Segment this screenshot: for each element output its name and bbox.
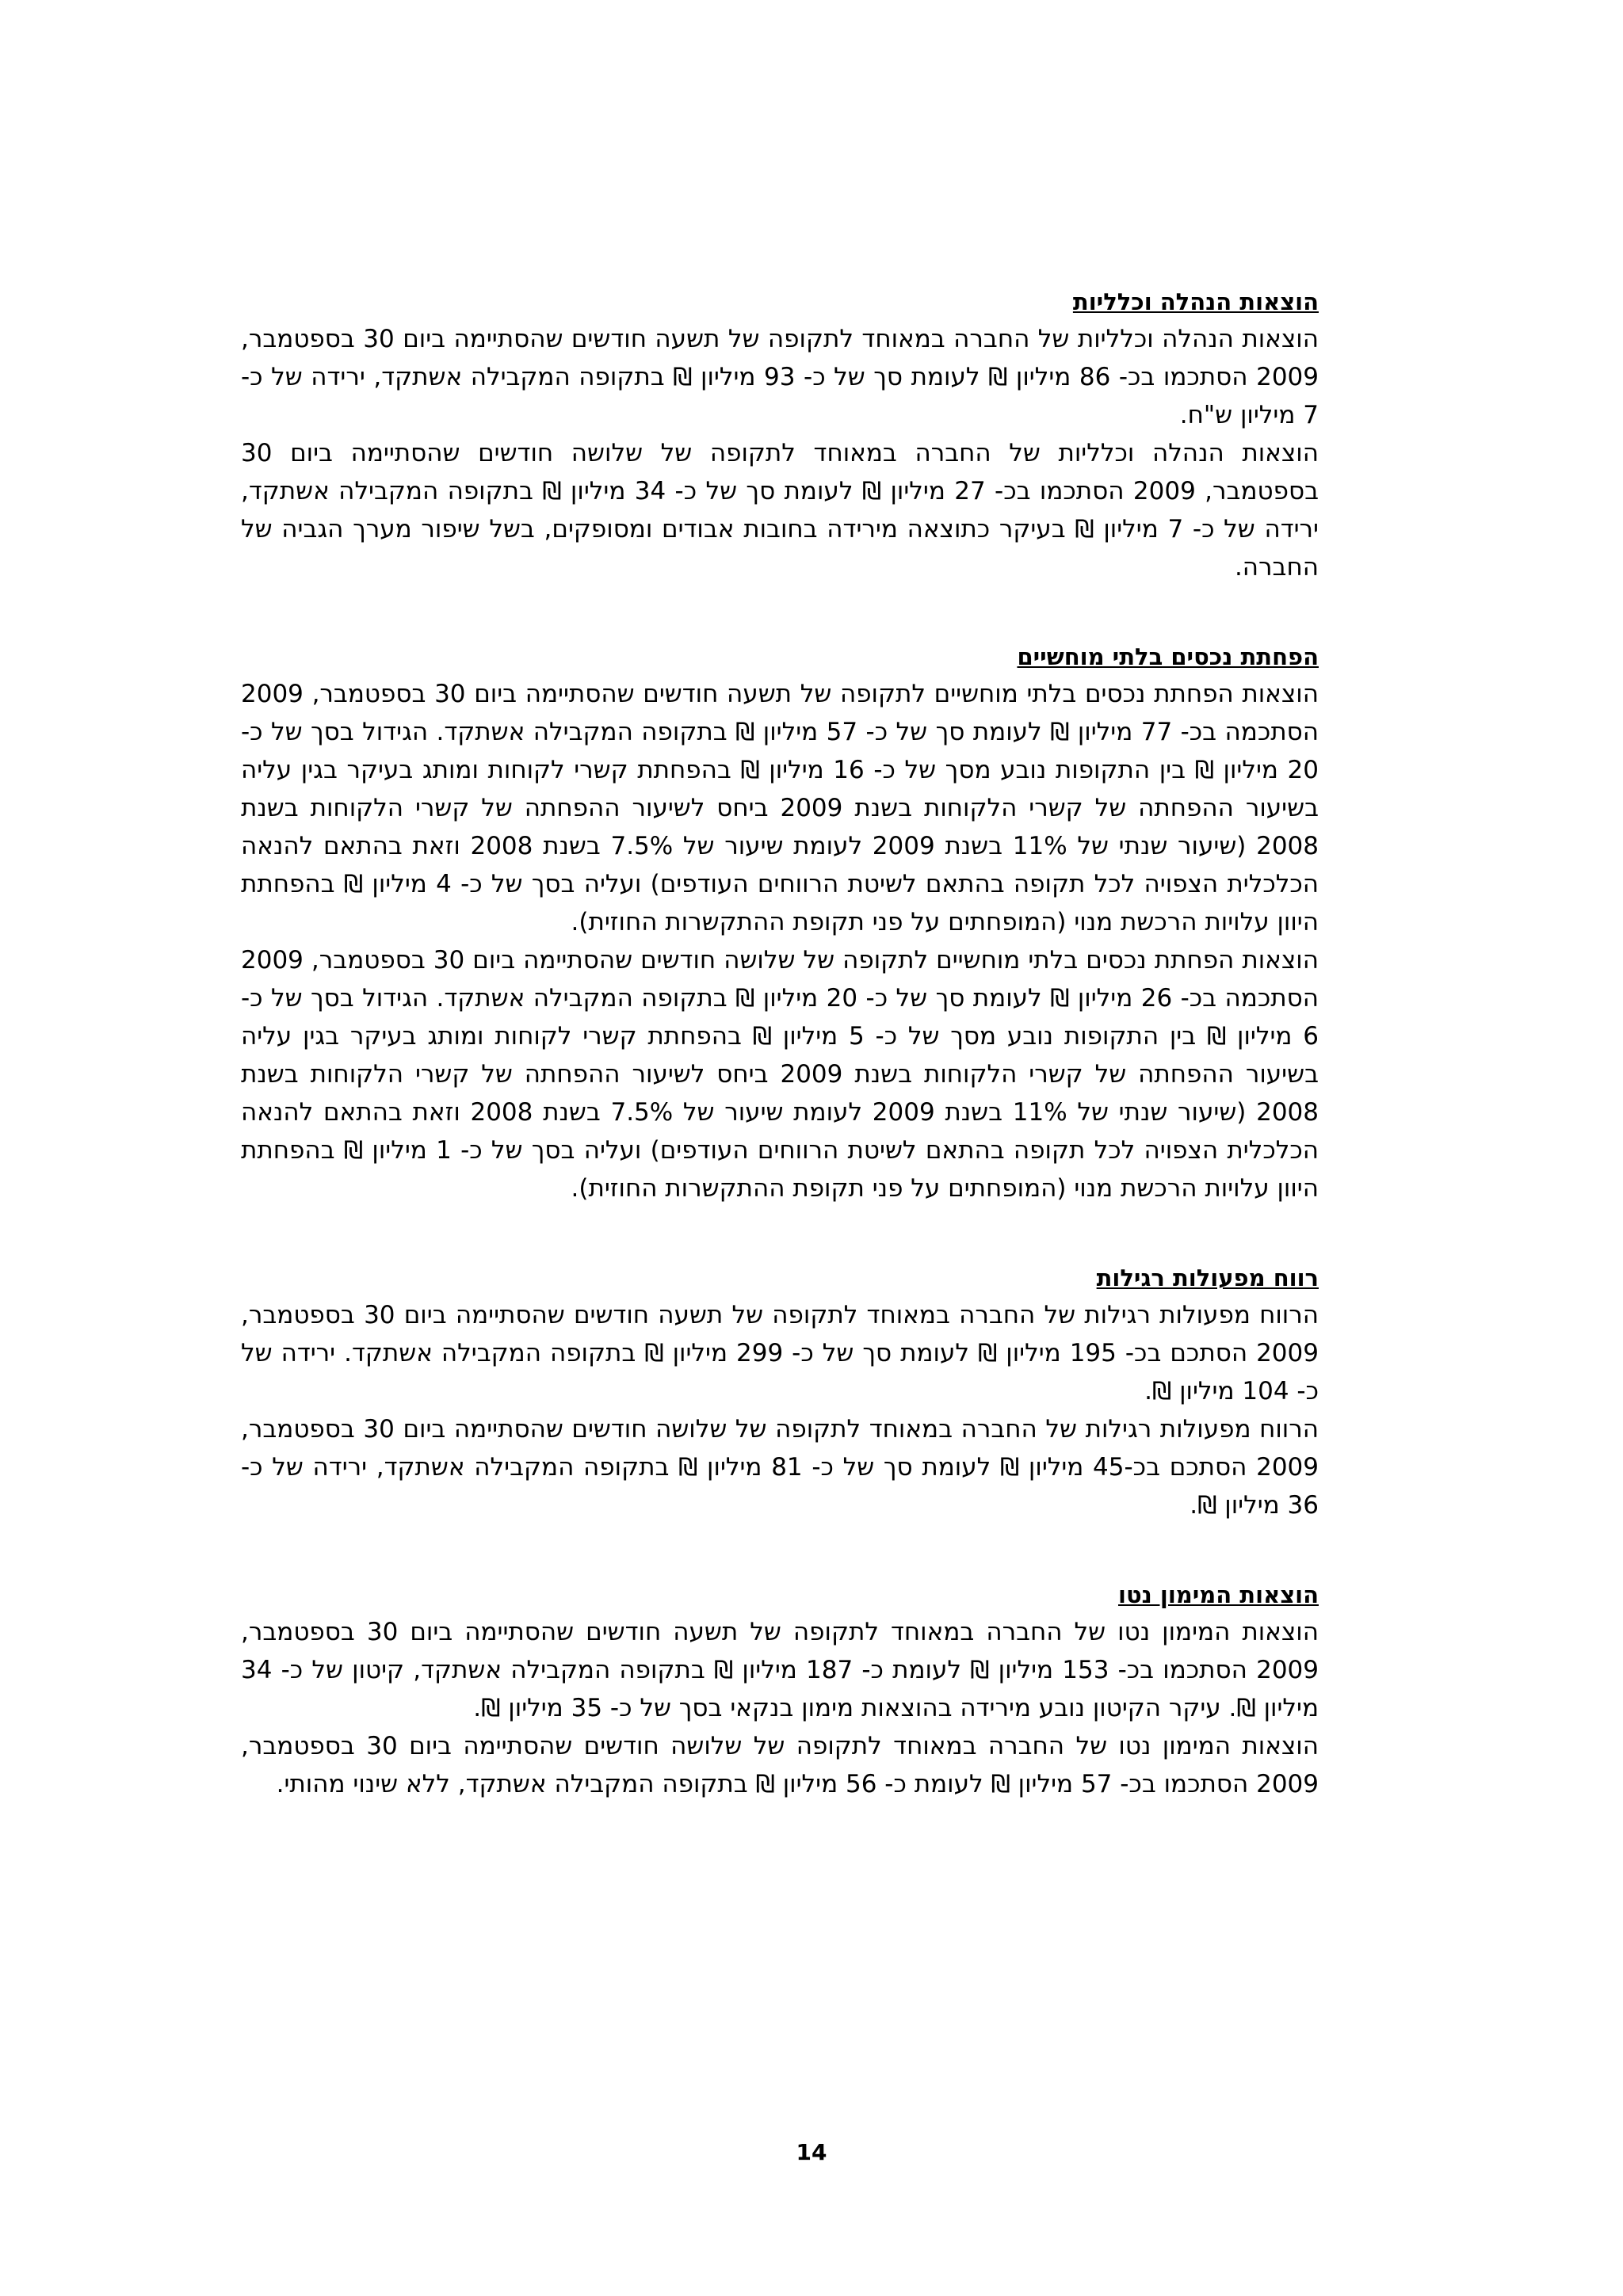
section-heading: הפחתת נכסים בלתי מוחשיים	[1017, 643, 1319, 670]
section-heading: רווח מפעולות רגילות	[1096, 1264, 1319, 1291]
paragraph: הוצאות המימון נטו של החברה במאוחד לתקופה של תשעה חודשים שהסתיימה ביום 30 בספטמבר, 2009 הסתכמו בכ- 153 מיליון ₪ לעומת כ- 187 מיליון ₪ בתקופה המקבילה אשתקד, קיטון של כ- 34 מיליון ₪. עיקר הקיטון נובע מירידה בהוצאות מימון בנקאי בסך של כ- 35 מיליון ₪.	[241, 1618, 1319, 1722]
paragraph: הרווח מפעולות רגילות של החברה במאוחד לתקופה של שלושה חודשים שהסתיימה ביום 30 בספטמבר, 2009 הסתכם בכ-45 מיליון ₪ לעומת סך של כ- 81 מיליון ₪ בתקופה המקבילה אשתקד, ירידה של כ- 36 מיליון ₪.	[241, 1415, 1319, 1520]
section-net-financing-expenses	[241, 1577, 1319, 1803]
paragraph: הרווח מפעולות רגילות של החברה במאוחד לתקופה של תשעה חודשים שהסתיימה ביום 30 בספטמבר, 2009 הסתכם בכ- 195 מיליון ₪ לעומת סך של כ- 299 מיליון ₪ בתקופה המקבילה אשתקד. ירידה של כ- 104 מיליון ₪.	[241, 1301, 1319, 1405]
section-general-admin-expenses	[241, 284, 1319, 586]
paragraph: הוצאות המימון נטו של החברה במאוחד לתקופה של שלושה חודשים שהסתיימה ביום 30 בספטמבר, 2009 הסתכמו בכ- 57 מיליון ₪ לעומת כ- 56 מיליון ₪ בתקופה המקבילה אשתקד, ללא שינוי מהותי.	[241, 1732, 1319, 1798]
section-intangible-amortization	[241, 639, 1319, 1207]
paragraph: הוצאות הנהלה וכלליות של החברה במאוחד לתקופה של תשעה חודשים שהסתיימה ביום 30 בספטמבר, 2009 הסתכמו בכ- 86 מיליון ₪ לעומת סך של כ- 93 מיליון ₪ בתקופה המקבילה אשתקד, ירידה של כ- 7 מיליון ש"ח.	[241, 325, 1319, 429]
document-page	[241, 284, 1319, 1855]
paragraph: הוצאות הפחתת נכסים בלתי מוחשיים לתקופה של תשעה חודשים שהסתיימה ביום 30 בספטמבר, 2009 הסתכמה בכ- 77 מיליון ₪ לעומת סך של כ- 57 מיליון ₪ בתקופה המקבילה אשתקד. הגידול בסך של כ- 20 מיליון ₪ בין התקופות נובע מסך של כ- 16 מיליון ₪ בהפחתת קשרי לקוחות ומותג בעיקר בגין עליה בשיעור ההפחתה של קשרי הלקוחות בשנת 2009 ביחס לשיעור ההפחתה של קשרי הלקוחות בשנת 2008 (שיעור שנתי של 11% בשנת 2009 לעומת שיעור של 7.5% בשנת 2008 וזאת בהתאם להנאה הכלכלית הצפויה לכל תקופה בהתאם לשיטת הרווחים העודפים) ועליה בסך של כ- 4 מיליון ₪ בהפחתת היוון עלויות הרכשת מנוי (המופחתים על פני תקופת ההתקשרות החוזית).	[241, 680, 1319, 936]
section-operating-profit	[241, 1260, 1319, 1524]
section-heading: הוצאות הנהלה וכלליות	[1072, 288, 1319, 315]
paragraph: הוצאות הפחתת נכסים בלתי מוחשיים לתקופה של שלושה חודשים שהסתיימה ביום 30 בספטמבר, 2009 הסתכמה בכ- 26 מיליון ₪ לעומת סך של כ- 20 מיליון ₪ בתקופה המקבילה אשתקד. הגידול בסך של כ- 6 מיליון ₪ בין התקופות נובע מסך של כ- 5 מיליון ₪ בהפחתת קשרי לקוחות ומותג בעיקר בגין עליה בשיעור ההפחתה של קשרי הלקוחות בשנת 2009 ביחס לשיעור ההפחתה של קשרי הלקוחות בשנת 2008 (שיעור שנתי של 11% בשנת 2009 לעומת שיעור של 7.5% בשנת 2008 וזאת בהתאם להנאה הכלכלית הצפויה לכל תקופה בהתאם לשיטת הרווחים העודפים) ועליה בסך של כ- 1 מיליון ₪ בהפחתת היוון עלויות הרכשת מנוי (המופחתים על פני תקופת ההתקשרות החוזית).	[241, 946, 1319, 1203]
page-number: 14	[796, 2139, 827, 2165]
paragraph: הוצאות הנהלה וכלליות של החברה במאוחד לתקופה של שלושה חודשים שהסתיימה ביום 30 בספטמבר, 2009 הסתכמו בכ- 27 מיליון ₪ לעומת סך של כ- 34 מיליון ₪ בתקופה המקבילה אשתקד, ירידה של כ- 7 מיליון ₪ בעיקר כתוצאה מירידה בחובות אבודים ומסופקים, בשל שיפור מערך הגביה של החברה.	[241, 439, 1319, 582]
section-heading: הוצאות המימון נטו	[1117, 1581, 1319, 1608]
